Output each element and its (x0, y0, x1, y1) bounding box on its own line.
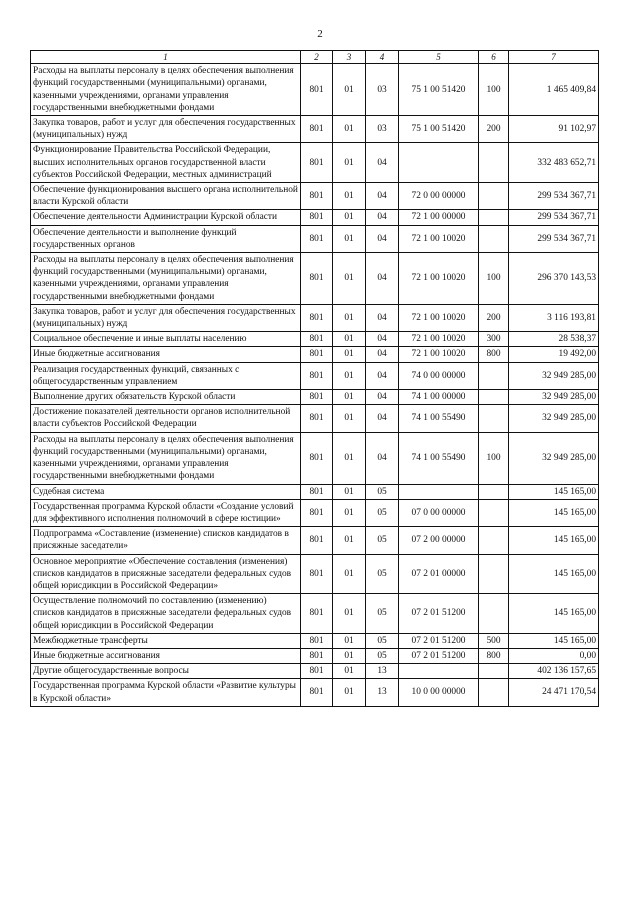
table-row (31, 554, 599, 594)
row-section-cell: 01 (333, 362, 366, 389)
table-row (31, 484, 599, 499)
row-amount-cell: 145 165,00 (509, 633, 599, 648)
table-row (31, 304, 599, 331)
row-grbs-cell: 801 (301, 225, 333, 252)
row-amount-cell: 145 165,00 (509, 527, 599, 554)
row-amount-cell: 145 165,00 (509, 499, 599, 526)
row-subsection-cell: 04 (366, 304, 399, 331)
row-amount-cell: 32 949 285,00 (509, 405, 599, 432)
row-grbs-cell: 801 (301, 143, 333, 183)
budget-table (30, 50, 599, 707)
row-target-article-cell: 07 2 01 00000 (399, 554, 479, 594)
row-amount-cell: 299 534 367,71 (509, 183, 599, 210)
row-name-cell: Подпрограмма «Составление (изменение) списков кандидатов в присяжные заседатели» (31, 527, 301, 554)
row-section-cell: 01 (333, 527, 366, 554)
table-row (31, 664, 599, 679)
row-section-cell: 01 (333, 64, 366, 116)
row-grbs-cell: 801 (301, 332, 333, 347)
row-amount-cell: 24 471 170,54 (509, 679, 599, 706)
row-target-article-cell: 72 1 00 10020 (399, 347, 479, 362)
row-name-cell: Иные бюджетные ассигнования (31, 347, 301, 362)
table-row (31, 527, 599, 554)
row-name-cell: Выполнение других обязательств Курской области (31, 390, 301, 405)
row-expense-type-cell: 200 (479, 116, 509, 143)
row-expense-type-cell (479, 183, 509, 210)
row-expense-type-cell (479, 390, 509, 405)
row-name-cell: Социальное обеспечение и иные выплаты населению (31, 332, 301, 347)
row-grbs-cell: 801 (301, 594, 333, 634)
row-target-article-cell (399, 664, 479, 679)
table-row (31, 499, 599, 526)
table-row (31, 594, 599, 634)
row-name-cell: Расходы на выплаты персоналу в целях обеспечения выполнения функций государственными (муниципальными) органами, казенными учреждениями, органами управления государственными внебюджетными фондами (31, 432, 301, 484)
row-expense-type-cell (479, 362, 509, 389)
row-expense-type-cell: 100 (479, 432, 509, 484)
table-row (31, 183, 599, 210)
row-section-cell: 01 (333, 210, 366, 225)
row-expense-type-cell (479, 143, 509, 183)
row-expense-type-cell: 800 (479, 648, 509, 663)
row-subsection-cell: 05 (366, 499, 399, 526)
row-expense-type-cell: 800 (479, 347, 509, 362)
row-expense-type-cell (479, 225, 509, 252)
row-grbs-cell: 801 (301, 405, 333, 432)
row-name-cell: Достижение показателей деятельности органов исполнительной власти субъектов Российской Федерации (31, 405, 301, 432)
row-section-cell: 01 (333, 432, 366, 484)
row-subsection-cell: 03 (366, 116, 399, 143)
row-amount-cell: 1 465 409,84 (509, 64, 599, 116)
row-subsection-cell: 04 (366, 347, 399, 362)
row-grbs-cell: 801 (301, 347, 333, 362)
row-grbs-cell: 801 (301, 679, 333, 706)
row-subsection-cell: 13 (366, 679, 399, 706)
row-subsection-cell: 04 (366, 143, 399, 183)
row-name-cell: Обеспечение функционирования высшего органа исполнительной власти Курской области (31, 183, 301, 210)
row-grbs-cell: 801 (301, 183, 333, 210)
row-grbs-cell: 801 (301, 527, 333, 554)
row-amount-cell: 332 483 652,71 (509, 143, 599, 183)
row-section-cell: 01 (333, 405, 366, 432)
row-target-article-cell: 10 0 00 00000 (399, 679, 479, 706)
row-grbs-cell: 801 (301, 633, 333, 648)
row-name-cell: Межбюджетные трансферты (31, 633, 301, 648)
row-grbs-cell: 801 (301, 253, 333, 305)
table-row (31, 143, 599, 183)
row-section-cell: 01 (333, 390, 366, 405)
row-subsection-cell: 05 (366, 633, 399, 648)
row-section-cell: 01 (333, 554, 366, 594)
row-target-article-cell: 74 1 00 00000 (399, 390, 479, 405)
row-target-article-cell: 74 0 00 00000 (399, 362, 479, 389)
row-expense-type-cell (479, 499, 509, 526)
row-section-cell: 01 (333, 304, 366, 331)
row-target-article-cell: 72 0 00 00000 (399, 183, 479, 210)
row-target-article-cell: 74 1 00 55490 (399, 405, 479, 432)
col-header: 1 (31, 51, 301, 64)
row-amount-cell: 145 165,00 (509, 484, 599, 499)
row-subsection-cell: 04 (366, 390, 399, 405)
row-expense-type-cell (479, 554, 509, 594)
row-amount-cell: 32 949 285,00 (509, 362, 599, 389)
row-target-article-cell: 07 2 00 00000 (399, 527, 479, 554)
row-section-cell: 01 (333, 664, 366, 679)
row-amount-cell: 91 102,97 (509, 116, 599, 143)
row-grbs-cell: 801 (301, 432, 333, 484)
row-section-cell: 01 (333, 484, 366, 499)
row-subsection-cell: 04 (366, 432, 399, 484)
row-expense-type-cell (479, 679, 509, 706)
table-row (31, 362, 599, 389)
col-header: 6 (479, 51, 509, 64)
row-amount-cell: 402 136 157,65 (509, 664, 599, 679)
table-row (31, 432, 599, 484)
row-section-cell: 01 (333, 347, 366, 362)
row-grbs-cell: 801 (301, 554, 333, 594)
row-expense-type-cell: 300 (479, 332, 509, 347)
row-subsection-cell: 05 (366, 484, 399, 499)
row-expense-type-cell: 200 (479, 304, 509, 331)
table-row (31, 679, 599, 706)
table-row (31, 210, 599, 225)
table-row (31, 116, 599, 143)
row-grbs-cell: 801 (301, 362, 333, 389)
row-target-article-cell: 07 2 01 51200 (399, 594, 479, 634)
row-target-article-cell: 72 1 00 00000 (399, 210, 479, 225)
row-amount-cell: 145 165,00 (509, 594, 599, 634)
row-target-article-cell: 75 1 00 51420 (399, 116, 479, 143)
row-section-cell: 01 (333, 648, 366, 663)
row-amount-cell: 32 949 285,00 (509, 390, 599, 405)
row-section-cell: 01 (333, 332, 366, 347)
row-grbs-cell: 801 (301, 64, 333, 116)
row-target-article-cell: 72 1 00 10020 (399, 304, 479, 331)
row-subsection-cell: 04 (366, 210, 399, 225)
row-name-cell: Реализация государственных функций, связанных с общегосударственным управлением (31, 362, 301, 389)
table-row (31, 390, 599, 405)
col-header: 7 (509, 51, 599, 64)
row-amount-cell: 0,00 (509, 648, 599, 663)
row-amount-cell: 3 116 193,81 (509, 304, 599, 331)
row-section-cell: 01 (333, 499, 366, 526)
row-name-cell: Функционирование Правительства Российской Федерации, высших исполнительных органов государственной власти субъектов Российской Федерации, местных администраций (31, 143, 301, 183)
row-section-cell: 01 (333, 225, 366, 252)
row-expense-type-cell (479, 527, 509, 554)
row-expense-type-cell: 100 (479, 253, 509, 305)
row-amount-cell: 28 538,37 (509, 332, 599, 347)
col-header: 2 (301, 51, 333, 64)
row-expense-type-cell: 500 (479, 633, 509, 648)
row-target-article-cell: 07 2 01 51200 (399, 648, 479, 663)
row-grbs-cell: 801 (301, 484, 333, 499)
table-row (31, 405, 599, 432)
table-row (31, 633, 599, 648)
row-target-article-cell: 75 1 00 51420 (399, 64, 479, 116)
row-expense-type-cell (479, 210, 509, 225)
row-subsection-cell: 05 (366, 527, 399, 554)
table-row (31, 332, 599, 347)
row-target-article-cell: 72 1 00 10020 (399, 225, 479, 252)
row-amount-cell: 299 534 367,71 (509, 225, 599, 252)
row-subsection-cell: 04 (366, 405, 399, 432)
row-target-article-cell: 07 0 00 00000 (399, 499, 479, 526)
row-grbs-cell: 801 (301, 210, 333, 225)
row-section-cell: 01 (333, 143, 366, 183)
row-expense-type-cell (479, 664, 509, 679)
row-subsection-cell: 13 (366, 664, 399, 679)
row-expense-type-cell (479, 594, 509, 634)
row-grbs-cell: 801 (301, 116, 333, 143)
row-amount-cell: 19 492,00 (509, 347, 599, 362)
row-subsection-cell: 05 (366, 554, 399, 594)
row-section-cell: 01 (333, 633, 366, 648)
row-grbs-cell: 801 (301, 648, 333, 663)
row-target-article-cell: 07 2 01 51200 (399, 633, 479, 648)
row-name-cell: Расходы на выплаты персоналу в целях обеспечения выполнения функций государственными (муниципальными) органами, казенными учреждениями, органами управления государственными внебюджетными фондами (31, 64, 301, 116)
row-name-cell: Другие общегосударственные вопросы (31, 664, 301, 679)
row-subsection-cell: 04 (366, 332, 399, 347)
row-subsection-cell: 04 (366, 362, 399, 389)
row-amount-cell: 296 370 143,53 (509, 253, 599, 305)
row-section-cell: 01 (333, 183, 366, 210)
row-subsection-cell: 04 (366, 253, 399, 305)
row-grbs-cell: 801 (301, 390, 333, 405)
row-section-cell: 01 (333, 253, 366, 305)
table-row (31, 225, 599, 252)
row-grbs-cell: 801 (301, 664, 333, 679)
page-number: 2 (317, 28, 323, 40)
row-expense-type-cell (479, 484, 509, 499)
row-section-cell: 01 (333, 679, 366, 706)
col-header: 4 (366, 51, 399, 64)
row-section-cell: 01 (333, 594, 366, 634)
row-name-cell: Закупка товаров, работ и услуг для обеспечения государственных (муниципальных) нужд (31, 116, 301, 143)
row-name-cell: Государственная программа Курской области «Создание условий для эффективного исполнения полномочий в сфере юстиции» (31, 499, 301, 526)
row-amount-cell: 145 165,00 (509, 554, 599, 594)
row-subsection-cell: 04 (366, 225, 399, 252)
row-target-article-cell (399, 143, 479, 183)
row-grbs-cell: 801 (301, 499, 333, 526)
row-section-cell: 01 (333, 116, 366, 143)
row-name-cell: Основное мероприятие «Обеспечение составления (изменения) списков кандидатов в присяжные заседатели федеральных судов общей юрисдикции в Российской Федерации» (31, 554, 301, 594)
row-grbs-cell: 801 (301, 304, 333, 331)
row-subsection-cell: 04 (366, 183, 399, 210)
row-subsection-cell: 05 (366, 594, 399, 634)
row-name-cell: Судебная система (31, 484, 301, 499)
table-row (31, 253, 599, 305)
row-name-cell: Закупка товаров, работ и услуг для обеспечения государственных (муниципальных) нужд (31, 304, 301, 331)
row-target-article-cell: 74 1 00 55490 (399, 432, 479, 484)
row-target-article-cell: 72 1 00 10020 (399, 253, 479, 305)
row-target-article-cell (399, 484, 479, 499)
row-amount-cell: 299 534 367,71 (509, 210, 599, 225)
table-row (31, 648, 599, 663)
row-target-article-cell: 72 1 00 10020 (399, 332, 479, 347)
row-subsection-cell: 05 (366, 648, 399, 663)
row-name-cell: Обеспечение деятельности Администрации Курской области (31, 210, 301, 225)
table-row (31, 64, 599, 116)
col-header: 3 (333, 51, 366, 64)
row-subsection-cell: 03 (366, 64, 399, 116)
row-name-cell: Осуществление полномочий по составлению (изменению) списков кандидатов в присяжные заседатели федеральных судов общей юрисдикции в Российской Федерации (31, 594, 301, 634)
row-name-cell: Государственная программа Курской области «Развитие культуры в Курской области» (31, 679, 301, 706)
table-header-row (31, 51, 599, 64)
row-expense-type-cell (479, 405, 509, 432)
row-name-cell: Обеспечение деятельности и выполнение функций государственных органов (31, 225, 301, 252)
row-name-cell: Расходы на выплаты персоналу в целях обеспечения выполнения функций государственными (муниципальными) органами, казенными учреждениями, органами управления государственными внебюджетными фондами (31, 253, 301, 305)
row-name-cell: Иные бюджетные ассигнования (31, 648, 301, 663)
table-row (31, 347, 599, 362)
row-expense-type-cell: 100 (479, 64, 509, 116)
row-amount-cell: 32 949 285,00 (509, 432, 599, 484)
col-header: 5 (399, 51, 479, 64)
